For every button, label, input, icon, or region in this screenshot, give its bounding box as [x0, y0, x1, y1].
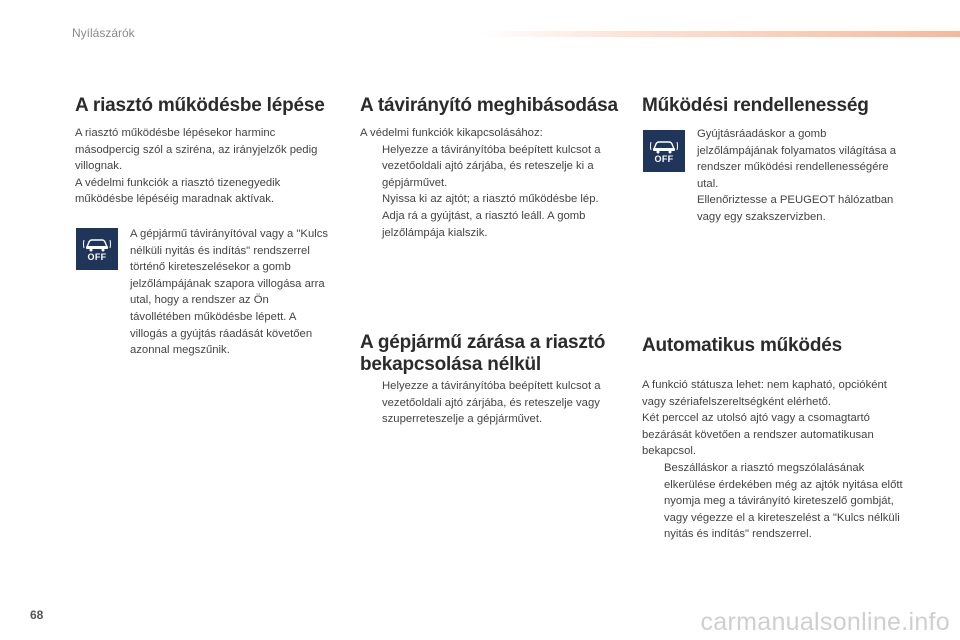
list-item-text: Nyissa ki az ajtót; a riasztó működésbe lép. — [382, 193, 599, 206]
heading-line: bekapcsolása nélkül — [360, 354, 542, 375]
automatic-text — [642, 377, 910, 543]
off-label: OFF — [654, 154, 674, 164]
list-item-text: Beszálláskor a riasztó megszólalásának elkerülése érdekében még az ajtók nyitása előtt nyomja meg a távirányító kireteszelő gombját, vagy végezze el a kireteszelést a "Kulcs nélküli nyitás és indítás" rendszerrel. — [664, 461, 903, 541]
watermark: carmanualsonline.info — [700, 608, 950, 636]
off-label: OFF — [87, 252, 107, 262]
paragraph: Két perccel az utolsó ajtó vagy a csomagtartó bezárását követően a rendszer automatikusan bekapcsol. — [642, 412, 874, 458]
heading-remote-fault: A távirányító meghibásodása — [360, 95, 618, 116]
car-alarm-icon — [650, 138, 678, 154]
intro-text: A védelmi funkciók kikapcsolásához: — [360, 127, 543, 139]
heading-automatic: Automatikus működés — [642, 335, 842, 356]
paragraph: A funkció státusza lehet: nem kapható, opcióként vagy szériafelszereltségként elérhető. — [642, 379, 887, 408]
alarm-triggering-text — [75, 125, 335, 208]
note-text: A gépjármű távirányítóval vagy a "Kulcs nélküli nyitás és indítás" rendszerrel történő kireteszelésekor a gomb jelzőlámpájának szapora villogása arra utal, hogy a rendszer az Ön távollétében működésbe lépett. A villogás a gyújtás ráadását követően azonnal megszűnik. — [130, 228, 329, 357]
section-title: Nyílászárók — [72, 26, 135, 40]
paragraph: A riasztó működésbe lépésekor harminc másodpercig szól a sziréna, az irányjelzők pedig villognak. — [75, 127, 318, 173]
column-lock-without-alarm — [360, 332, 625, 376]
remote-fault-text — [360, 125, 625, 241]
alarm-note — [130, 226, 330, 359]
column-remote-fault — [360, 95, 625, 117]
column-alarm-triggering — [75, 95, 335, 117]
heading-lock-without-alarm — [360, 332, 625, 376]
heading-malfunction: Működési rendellenesség — [642, 95, 869, 116]
paragraph: A védelmi funkciók a riasztó tizenegyedik működésbe lépéséig maradnak aktívak. — [75, 176, 281, 206]
list-item-text: Helyezze a távirányítóba beépített kulcsot a vezetőoldali ajtó zárjába, és reteszelje vagy szuperreteszelje a gépjárművet. — [382, 380, 601, 426]
list-item-text: Adja rá a gyújtást, a riasztó leáll. A gomb jelzőlámpája kialszik. — [382, 209, 586, 239]
column-automatic — [642, 335, 910, 357]
page-number: 68 — [30, 608, 44, 622]
alarm-off-button-icon — [76, 228, 118, 270]
lock-without-alarm-text — [360, 378, 625, 428]
malfunction-text — [697, 126, 909, 226]
column-malfunction — [642, 95, 910, 117]
heading-line: A gépjármű zárása a riasztó — [360, 332, 606, 353]
list-item — [642, 460, 910, 543]
list-item — [360, 142, 625, 192]
paragraph: Ellenőriztesse a PEUGEOT hálózatban vagy egy szakszervizben. — [697, 194, 894, 223]
list-item-text: Helyezze a távirányítóba beépített kulcsot a vezetőoldali ajtó zárjába, és reteszelje ki a gépjárművet. — [382, 143, 601, 189]
list-item — [360, 378, 625, 428]
car-alarm-icon — [83, 236, 111, 252]
paragraph: Gyújtásráadáskor a gomb jelzőlámpájának folyamatos világítása a rendszer működési rendellenességére utal. — [697, 128, 897, 190]
list-item — [360, 191, 625, 208]
list-item — [360, 208, 625, 241]
alarm-off-button-icon — [643, 130, 685, 172]
heading-alarm-triggering: A riasztó működésbe lépése — [75, 95, 325, 116]
header-accent-bar — [480, 31, 960, 37]
